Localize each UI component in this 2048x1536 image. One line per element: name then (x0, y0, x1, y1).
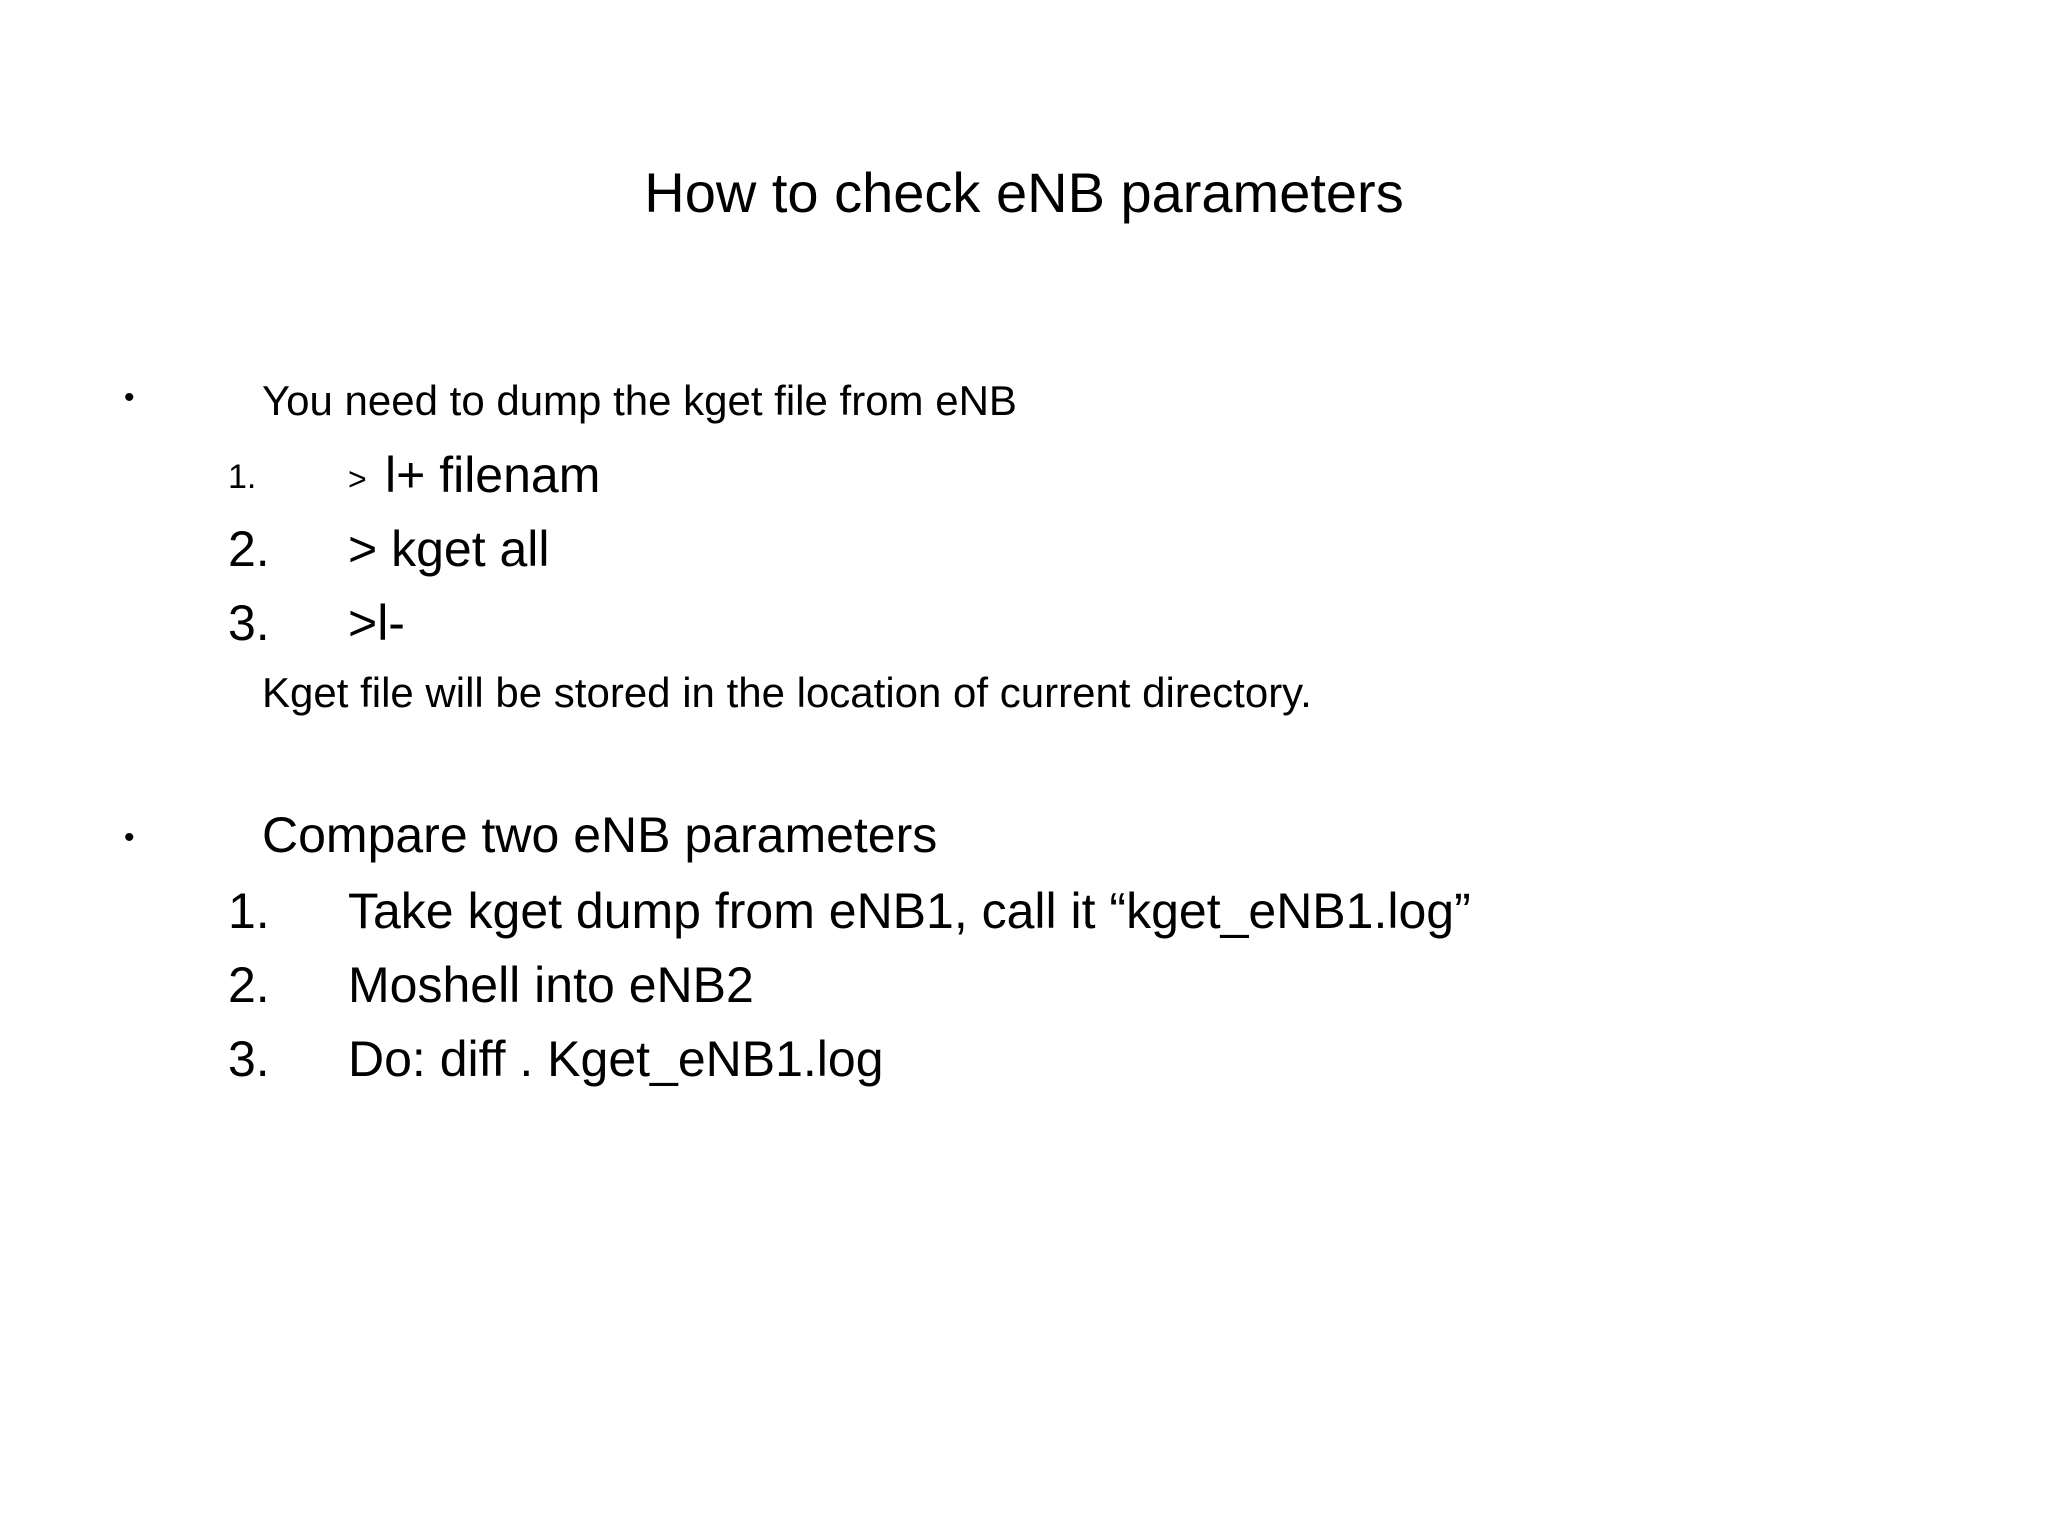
section-heading: You need to dump the kget file from eNB (262, 377, 1017, 424)
bullet-marker: • (124, 821, 135, 854)
step-prefix: > (348, 461, 367, 497)
step-number: 3. (228, 1031, 270, 1087)
step-number: 2. (228, 957, 270, 1013)
slide-title: How to check eNB parameters (644, 161, 1404, 224)
step-number: 2. (228, 521, 270, 577)
step-text: Do: diff . Kget_eNB1.log (348, 1031, 884, 1087)
bullet-marker: • (124, 381, 135, 414)
step-text: l+ filenam (385, 447, 601, 503)
step-number: 3. (228, 595, 270, 651)
step-text: Take kget dump from eNB1, call it “kget_eNB1.log” (348, 883, 1471, 939)
step-text: Moshell into eNB2 (348, 957, 754, 1013)
step-number: 1. (228, 458, 257, 496)
step-text: > kget all (348, 521, 550, 577)
section-heading: Compare two eNB parameters (262, 807, 938, 863)
step-text: >l- (348, 595, 405, 651)
section-note: Kget file will be stored in the location of current directory. (262, 669, 1312, 716)
step-number: 1. (228, 883, 270, 939)
